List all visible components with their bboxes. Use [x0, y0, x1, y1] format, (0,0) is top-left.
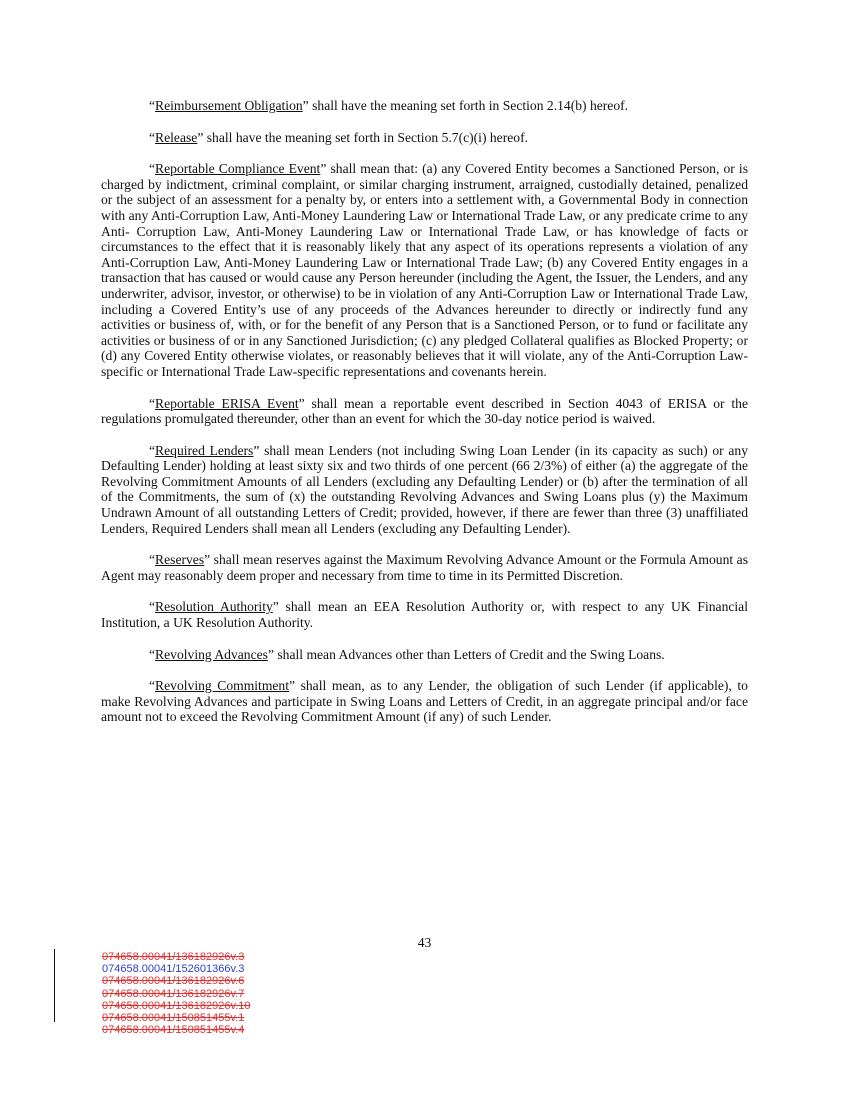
- definition-reportable-erisa-event: “Reportable ERISA Event” shall mean a reportable event described in Section 4043 of ERISA or the regulations promulgated thereunder, other than an event for which the 30-day notice period is waived.: [101, 395, 749, 427]
- defined-term: Release: [155, 129, 198, 145]
- document-id-deleted: 074658.00041/136182926v.10: [102, 999, 251, 1012]
- change-bar: [54, 949, 55, 1022]
- definition-text: ” shall mean an EEA Resolution Authority or, with respect to any UK Financial Institution, a UK Resolution Authority.: [101, 599, 748, 631]
- definition-text: ” shall mean, as to any Lender, the obligation of such Lender (if applicable), to make Revolving Advances and participate in Swing Loans and Letters of Credit, in an aggregate principal and/or face amount not to exceed the Revolving Commitment Amount (if any) of such Lender.: [101, 678, 748, 725]
- document-id-list: [102, 951, 250, 1036]
- document-id-deleted: 074658.00041/150851455v.4: [102, 1024, 245, 1037]
- defined-term: Reimbursement Obligation: [155, 98, 303, 113]
- definition-release: “Release” shall have the meaning set forth in Section 5.7(c)(i) hereof.: [149, 129, 528, 145]
- definition-reserves: “Reserves” shall mean reserves against the Maximum Revolving Advance Amount or the Formula Amount as Agent may reasonably deem proper and necessary from time to time in its Permitted Discretion.: [101, 552, 748, 583]
- defined-term: Reportable Compliance Event: [155, 161, 321, 177]
- document-id-deleted: 074658.00041/136182926v.3: [102, 951, 245, 963]
- definition-reimbursement-obligation: “Reimbursement Obligation” shall have the meaning set forth in Section 2.14(b) hereof.: [149, 98, 629, 113]
- definition-revolving-commitment: “Revolving Commitment” shall mean, as to any Lender, the obligation of such Lender (if applicable), to make Revolving Advances and participate in Swing Loans and Letters of Credit, in an aggregate principal and/or face amount not to exceed the Revolving Commitment Amount (if any) of such Lender.: [101, 678, 748, 725]
- defined-term: Reserves: [155, 552, 205, 568]
- definition-required-lenders: “Required Lenders” shall mean Lenders (not including Swing Loan Lender (in its capacity as such) or any Defaulting Lender) holding at least sixty six and two thirds of one percent (66 2/3%) of either (a) the aggregate of the Revolving Commitment Amounts of all Lenders (excluding any Defaulting Lender) or (b) after the termination of all of the Commitments, the sum of (x) the outstanding Revolving Advances and Swing Loans plus (y) the Maximum Undrawn Amount of all outstanding Letters of Credit; provided, however, if there are fewer than three (3) unaffiliated Lenders, Required Lenders shall mean all Lenders (excluding any Defaulting Lender).: [101, 442, 749, 536]
- definition-revolving-advances: “Revolving Advances” shall mean Advances other than Letters of Credit and the Swing Loans.: [149, 646, 665, 662]
- defined-term: Revolving Advances: [155, 646, 268, 662]
- definition-text: ” shall have the meaning set forth in Section 5.7(c)(i) hereof.: [197, 129, 528, 145]
- definition-text: ” shall mean Lenders (not including Swing Loan Lender (in its capacity as such) or any Defaulting Lender) holding at least sixty six and two thirds of one percent (66 2/3%) of either (a) the aggregate of the Revolving Commitment Amounts of all Lenders (excluding any Defaulting Lender) or (b) after the termination of all of the Commitments, the sum of (x) the outstanding Revolving Advances and Swing Loans plus (y) the Maximum Undrawn Amount of all outstanding Letters of Credit; provided, however, if there are fewer than three (3) unaffiliated Lenders, Required Lenders shall mean all Lenders (excluding any Defaulting Lender).: [101, 442, 749, 536]
- definitions-body: [101, 98, 748, 741]
- defined-term: Required Lenders: [155, 442, 254, 458]
- defined-term: Revolving Commitment: [155, 678, 289, 694]
- definition-resolution-authority: “Resolution Authority” shall mean an EEA Resolution Authority or, with respect to any UK Financial Institution, a UK Resolution Authority.: [101, 599, 748, 631]
- definition-text: ” shall mean reserves against the Maximum Revolving Advance Amount or the Formula Amount as Agent may reasonably deem proper and necessary from time to time in its Permitted Discretion.: [101, 552, 748, 583]
- document-id-current: 074658.00041/152601366v.3: [102, 963, 245, 976]
- document-id-deleted: 074658.00041/136182926v.7: [102, 987, 245, 1000]
- page-number: 43: [417, 935, 432, 950]
- document-id-deleted: 074658.00041/136182926v.6: [102, 975, 245, 988]
- definition-text: ” shall mean that: (a) any Covered Entity becomes a Sanctioned Person, or is charged by indictment, criminal complaint, or similar charging instrument, arraigned, custodially detained, penalized or the subject of an assessment for a penalty by, or enters into a settlement with, a Governmental Body in connection with any Anti-Corruption Law, Anti-Money Laundering Law or International Trade Law, or any predicate crime to any Anti- Corruption Law, Anti-Money Laundering Law or International Trade Law, or has knowledge of facts or circumstances to the effect that it is reasonably likely that any aspect of its operations represents a violation of any Anti-Corruption Law, Anti-Money Laundering Law or International Trade Law; (b) any Covered Entity engages in a transaction that has caused or would cause any Person hereunder (including the Agent, the Issuer, the Lenders, and any underwriter, advisor, investor, or otherwise) to be in violation of any Anti-Corruption Law or International Trade Law, including a Covered Entity’s use of any proceeds of the Advances hereunder to directly or indirectly fund any activities or business of, with, or for the benefit of any Person that is a Sanctioned Person, or to fund or facilitate any activities or business of or in any Sanctioned Jurisdiction; (c) any pledged Collateral qualifies as Blocked Property; or (d) any Covered Entity otherwise violates, or reasonably believes that it will violate, any of the Anti-Corruption Law-specific or International Trade Law-specific representations and covenants herein.: [101, 161, 748, 379]
- definition-text: ” shall have the meaning set forth in Section 2.14(b) hereof.: [302, 98, 629, 113]
- defined-term: Reportable ERISA Event: [155, 395, 299, 411]
- definition-text: ” shall mean a reportable event described in Section 4043 of ERISA or the regulations promulgated thereunder, other than an event for which the 30-day notice period is waived.: [101, 395, 749, 427]
- document-id-deleted: 074658.00041/150851455v.1: [102, 1012, 245, 1025]
- definition-text: ” shall mean Advances other than Letters of Credit and the Swing Loans.: [267, 646, 665, 662]
- defined-term: Resolution Authority: [155, 599, 273, 615]
- definition-reportable-compliance-event: “Reportable Compliance Event” shall mean that: (a) any Covered Entity becomes a Sanctioned Person, or is charged by indictment, criminal complaint, or similar charging instrument, arraigned, custodially detained, penalized or the subject of an assessment for a penalty by, or enters into a settlement with, a Governmental Body in connection with any Anti-Corruption Law, Anti-Money Laundering Law or International Trade Law, or any predicate crime to any Anti- Corruption Law, Anti-Money Laundering Law or International Trade Law, or has knowledge of facts or circumstances to the effect that it is reasonably likely that any aspect of its operations represents a violation of any Anti-Corruption Law, Anti-Money Laundering Law or International Trade Law; (b) any Covered Entity engages in a transaction that has caused or would cause any Person hereunder (including the Agent, the Issuer, the Lenders, and any underwriter, advisor, investor, or otherwise) to be in violation of any Anti-Corruption Law or International Trade Law, including a Covered Entity’s use of any proceeds of the Advances hereunder to directly or indirectly fund any activities or business of, with, or for the benefit of any Person that is a Sanctioned Person, or to fund or facilitate any activities or business of or in any Sanctioned Jurisdiction; (c) any pledged Collateral qualifies as Blocked Property; or (d) any Covered Entity otherwise violates, or reasonably believes that it will violate, any of the Anti-Corruption Law-specific or International Trade Law-specific representations and covenants herein.: [101, 161, 748, 379]
